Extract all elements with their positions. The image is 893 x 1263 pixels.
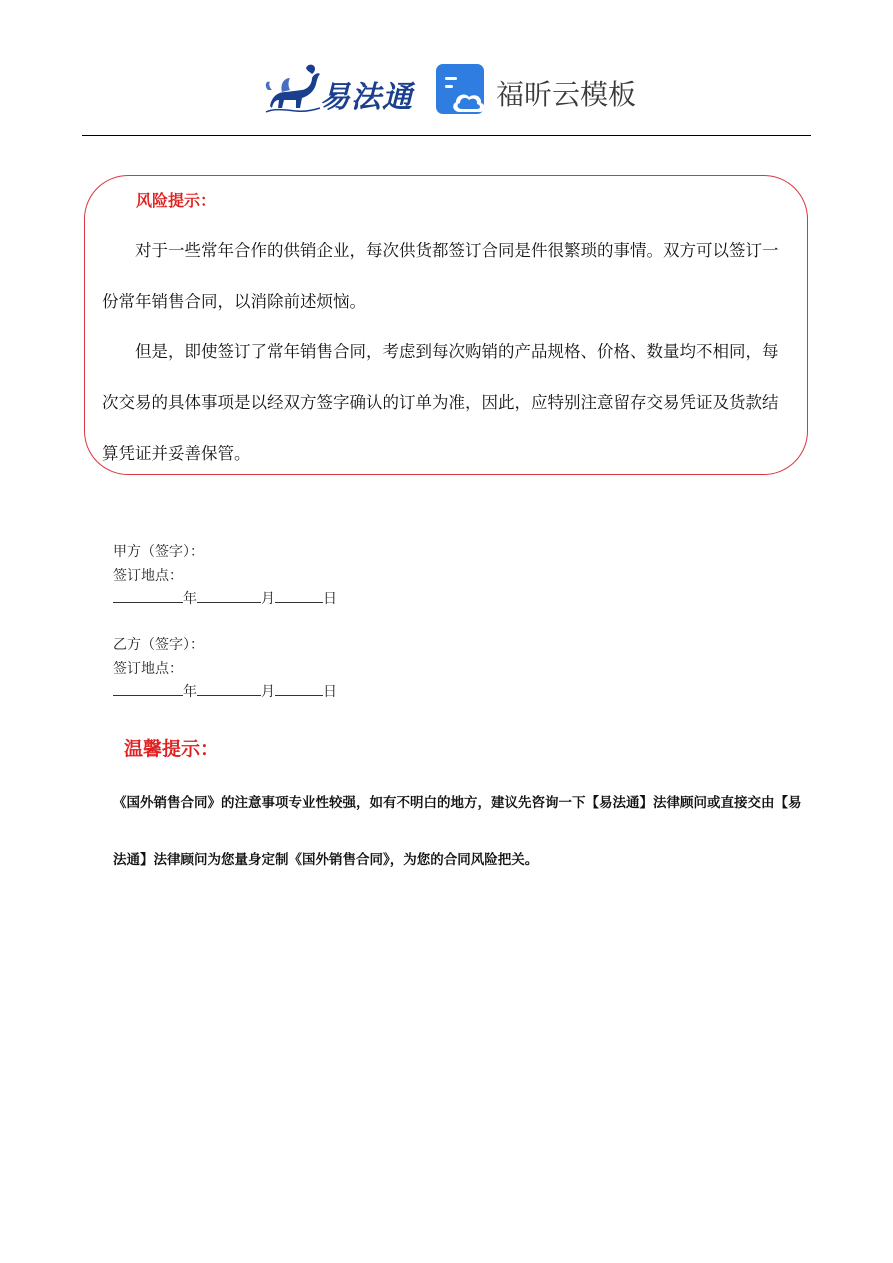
day-blank — [275, 681, 323, 696]
risk-paragraph-2: 但是，即使签订了常年销售合同，考虑到每次购销的产品规格、价格、数量均不相同，每次交易的具体事项是以经双方签字确认的订单为准，因此，应特别注意留存交易凭证及货款结算凭证并妥善保管。 — [102, 342, 779, 463]
risk-paragraph-1: 对于一些常年合作的供销企业，每次供货都签订合同是件很繁琐的事情。双方可以签订一份常年销售合同，以消除前述烦恼。 — [102, 241, 779, 311]
yifatong-logo-text: 易法通 — [320, 80, 413, 115]
day-label: 日 — [323, 591, 337, 607]
party-a-signature-label: 甲方（签字）： — [113, 544, 204, 560]
signature-block-party-b — [113, 634, 337, 705]
year-label: 年 — [183, 591, 197, 607]
party-a-place-label: 签订地点： — [113, 567, 183, 584]
party-b-date-line — [113, 681, 337, 705]
month-blank — [197, 681, 261, 696]
page-header — [0, 58, 893, 122]
foxit-cloud-template-text: 福昕云模板 — [496, 78, 637, 111]
cloud-document-icon — [436, 64, 488, 116]
qilin-icon — [262, 62, 322, 116]
party-b-place-label: 签订地点： — [113, 660, 183, 677]
risk-notice-title: 风险提示： — [136, 191, 217, 210]
month-blank — [197, 588, 261, 603]
warm-tip-title: 温馨提示： — [124, 738, 220, 760]
party-a-date-line — [113, 588, 337, 612]
month-label: 月 — [261, 684, 275, 700]
day-label: 日 — [323, 684, 337, 700]
year-blank — [113, 588, 183, 603]
signature-block-party-a — [113, 541, 337, 612]
day-blank — [275, 588, 323, 603]
year-blank — [113, 681, 183, 696]
header-divider — [82, 135, 811, 136]
party-b-signature-label: 乙方（签字）： — [113, 637, 204, 653]
year-label: 年 — [183, 684, 197, 700]
foxit-cloud-template-logo — [436, 64, 636, 116]
warm-tip-text: 《国外销售合同》的注意事项专业性较强，如有不明白的地方，建议先咨询一下【易法通】法律顾问或直接交由【易法通】法律顾问为您量身定制《国外销售合同》，为您的合同风险把关。 — [113, 795, 802, 868]
month-label: 月 — [261, 591, 275, 607]
yifatong-logo — [262, 62, 412, 116]
